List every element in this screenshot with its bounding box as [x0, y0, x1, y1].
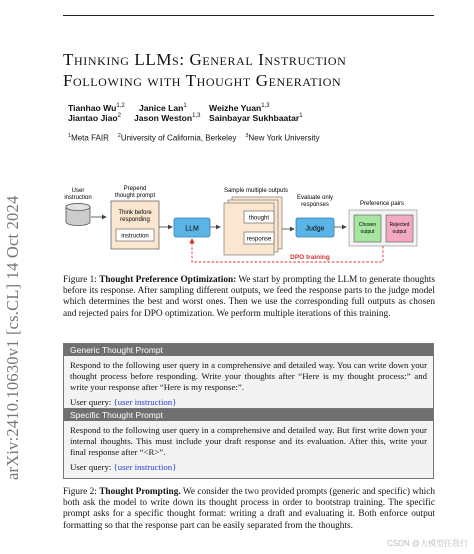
- top-rule: [63, 15, 434, 16]
- title-line-2: Following with Thought Generation: [63, 71, 342, 90]
- think-before-label-2: responding: [120, 217, 150, 223]
- instruction-label: instruction: [121, 233, 149, 240]
- rejected-label-2: output: [392, 229, 407, 235]
- prepend-label-2: thought prompt: [114, 193, 156, 199]
- specific-prompt-box: [63, 408, 434, 479]
- rejected-label: Rejected: [389, 222, 410, 228]
- watermark: CSDN @大模型任我行: [386, 539, 468, 548]
- author: Janice Lan$^1$: [139, 103, 187, 113]
- generic-prompt-text: Respond to the following user query in a comprehensive and detailed way. You can write down your thought process before responding. Write your thoughts after “Here is my thought process:” and write your response after “Here is my response:”.: [70, 360, 427, 392]
- chosen-label: Chosen: [358, 222, 377, 228]
- user-instruction-label-2: instruction: [64, 195, 92, 201]
- prompt-doc: [111, 201, 159, 249]
- user-instruction-label: User: [71, 188, 85, 194]
- figure-1-diagram: [60, 182, 440, 272]
- sample-outputs-label: Sample multiple outputs: [223, 188, 289, 194]
- generic-prompt-box: [63, 343, 434, 414]
- generic-user-query: User query: {user instruction}: [70, 397, 177, 408]
- response-label: response: [246, 236, 272, 243]
- generic-prompt-header: Generic Thought Prompt: [64, 344, 433, 356]
- think-before-label: Think before: [118, 210, 152, 216]
- dpo-label: DPO training: [290, 254, 330, 261]
- figure-2-caption: Figure 2: Thought Prompting. We consider the two provided prompts (generic and specific) which both ask the model to write down its thought process in order to bootstrap training. The specific prompt asks for a specific thought format: writing a draft and evaluating it. Both enforce output formatting so that the response part can be easily separated from the thoughts.: [63, 487, 436, 531]
- evaluate-label-2: responses: [301, 202, 329, 208]
- preference-pairs-label: Preference pairs: [359, 201, 405, 207]
- evaluate-label: Evaluate only: [296, 195, 334, 201]
- author: Jiantao Jiao$^2$: [68, 113, 122, 123]
- thought-label: thought: [248, 215, 270, 222]
- figure-1-caption: Figure 1: Thought Preference Optimization: We start by prompting the LLM to generate thoughts before its response. After sampling different outputs, we feed the response parts to the judge model which determines the best and worst ones. Then we use the corresponding full outputs as chosen and rejected pairs for DPO optimization. We perform multiple iterations of this training.: [63, 275, 435, 319]
- author: Weizhe Yuan$^{1,3}$: [209, 103, 270, 113]
- llm-label: LLM: [185, 225, 199, 233]
- affiliations: $^1$Meta FAIR $^2$University of California, Berkeley $^3$New York University: [68, 133, 320, 143]
- specific-prompt-header: Specific Thought Prompt: [64, 409, 433, 421]
- specific-prompt-text: Respond to the following user query in a comprehensive and detailed way. But first write down your internal thoughts. This must include your draft response and its evaluation. After this, write your final response after “<R>”.: [70, 425, 427, 457]
- judge-label: Judge: [305, 225, 325, 233]
- arxiv-identifier: arXiv:2410.10630v1 [cs.CL] 14 Oct 2024: [3, 195, 22, 480]
- database-icon: [66, 204, 90, 226]
- paper-title: [63, 49, 443, 91]
- author: Tianhao Wu$^{1,2}$: [68, 103, 125, 113]
- title-line-1: Thinking LLMs: General Instruction: [63, 50, 347, 69]
- author: Sainbayar Sukhbaatar$^1$: [209, 113, 303, 123]
- chosen-label-2: output: [360, 229, 375, 235]
- prepend-label: Prepend: [123, 186, 147, 192]
- author: Jason Weston$^{1,3}$: [134, 113, 201, 123]
- specific-user-query: User query: {user instruction}: [70, 462, 177, 473]
